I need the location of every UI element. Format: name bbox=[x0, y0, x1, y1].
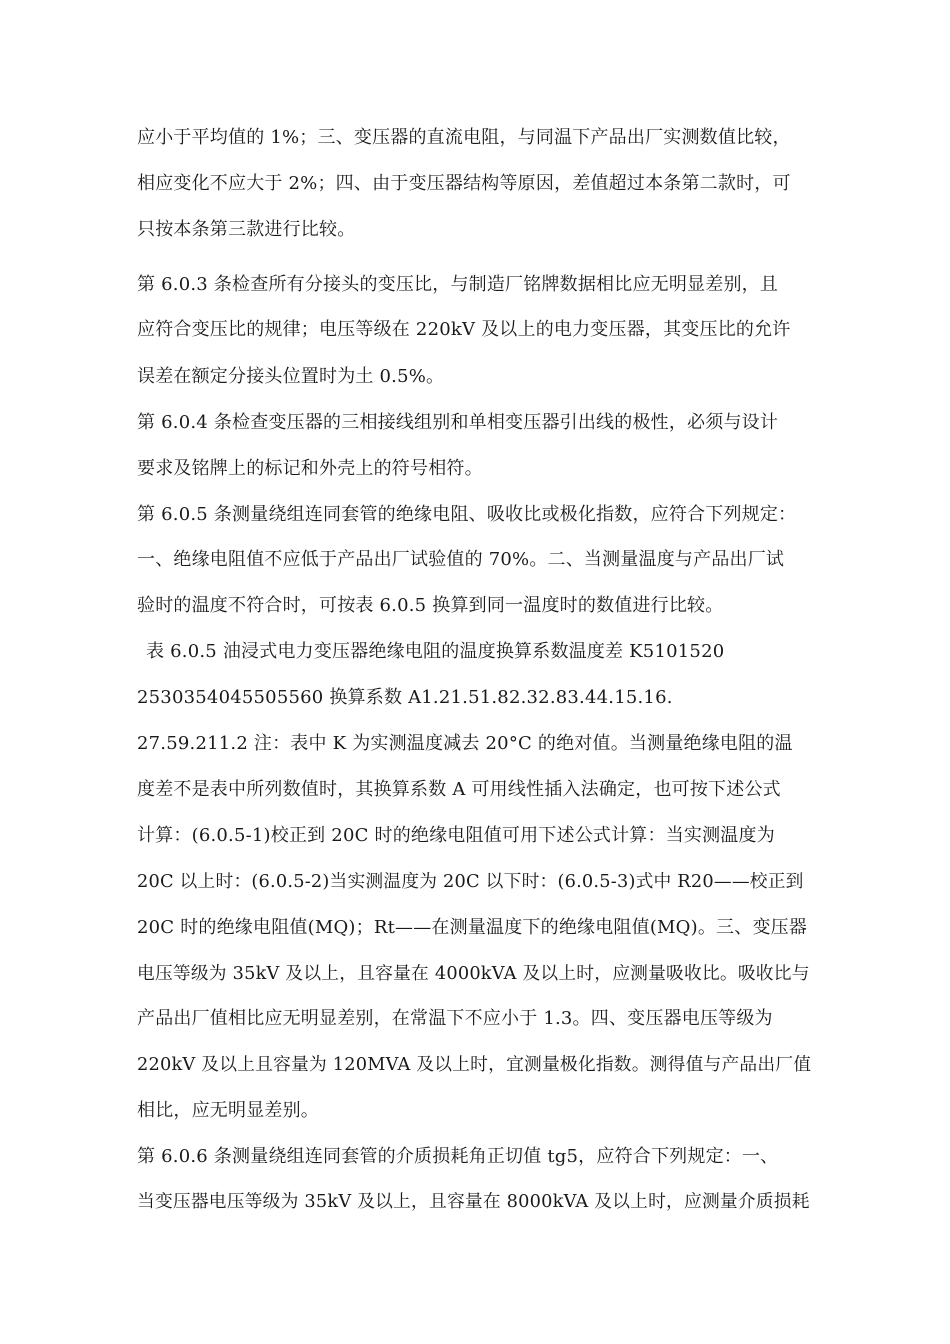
text-line: 误差在额定分接头位置时为土 0.5%。 bbox=[137, 366, 445, 387]
text-line: 27.59.211.2 注：表中 K 为实测温度减去 20°C 的绝对值。当测量绝缘电阻的温 bbox=[137, 733, 793, 754]
text-line: 相应变化不应大于 2%；四、由于变压器结构等原因，差值超过本条第二款时，可 bbox=[137, 173, 791, 194]
text-line: 220kV 及以上且容量为 120MVA 及以上时，宜测量极化指数。测得值与产品出厂值 bbox=[137, 1055, 812, 1075]
text-line: 计算：(6.0.5-1)校正到 20C 时的绝缘电阻值可用下述公式计算：当实测温度为 bbox=[137, 825, 775, 846]
text-line: 产品出厂值相比应无明显差别，在常温下不应小于 1.3。四、变压器电压等级为 bbox=[137, 1008, 773, 1029]
text-line: 第 6.0.3 条检查所有分接头的变压比，与制造厂铭牌数据相比应无明显差别，且 bbox=[137, 274, 779, 295]
text-line: 20C 时的绝缘电阻值(MQ)；Rt——在测量温度下的绝缘电阻值(MQ)。三、变压器 bbox=[137, 917, 808, 938]
text-line: 相比，应无明显差别。 bbox=[137, 1100, 319, 1121]
text-line: 20C 以上时：(6.0.5-2)当实测温度为 20C 以下时：(6.0.5-3)式中 R20——校正到 bbox=[137, 872, 804, 892]
text-line: 2530354045505560 换算系数 A1.21.51.82.32.83.44.15.16. bbox=[137, 687, 673, 708]
text-line: 验时的温度不符合时，可按表 6.0.5 换算到同一温度时的数值进行比较。 bbox=[137, 595, 724, 616]
table-caption: 表 6.0.5 油浸式电力变压器绝缘电阻的温度换算系数温度差 K5101520 bbox=[146, 641, 725, 662]
text-line: 应符合变压比的规律；电压等级在 220kV 及以上的电力变压器，其变压比的允许 bbox=[137, 319, 791, 340]
text-line: 一、绝缘电阻值不应低于产品出厂试验值的 70%。二、当测量温度与产品出厂试 bbox=[137, 549, 785, 570]
text-line: 电压等级为 35kV 及以上，且容量在 4000kVA 及以上时，应测量吸收比。吸收比与 bbox=[137, 964, 810, 984]
text-line: 度差不是表中所列数值时，其换算系数 A 可用线性插入法确定，也可按下述公式 bbox=[137, 779, 781, 800]
text-line: 应小于平均值的 1%；三、变压器的直流电阻，与同温下产品出厂实测数值比较， bbox=[137, 127, 791, 148]
text-line: 第 6.0.5 条测量绕组连同套管的绝缘电阻、吸收比或极化指数，应符合下列规定： bbox=[137, 504, 797, 525]
text-line: 要求及铭牌上的标记和外壳上的符号相符。 bbox=[137, 458, 483, 479]
text-line: 第 6.0.6 条测量绕组连同套管的介质损耗角正切值 tg5，应符合下列规定：一、 bbox=[137, 1146, 779, 1167]
text-line: 当变压器电压等级为 35kV 及以上，且容量在 8000kVA 及以上时，应测量介质损耗 bbox=[137, 1192, 810, 1212]
text-line: 第 6.0.4 条检查变压器的三相接线组别和单相变压器引出线的极性，必须与设计 bbox=[137, 412, 779, 433]
text-line: 只按本条第三款进行比较。 bbox=[137, 219, 356, 240]
